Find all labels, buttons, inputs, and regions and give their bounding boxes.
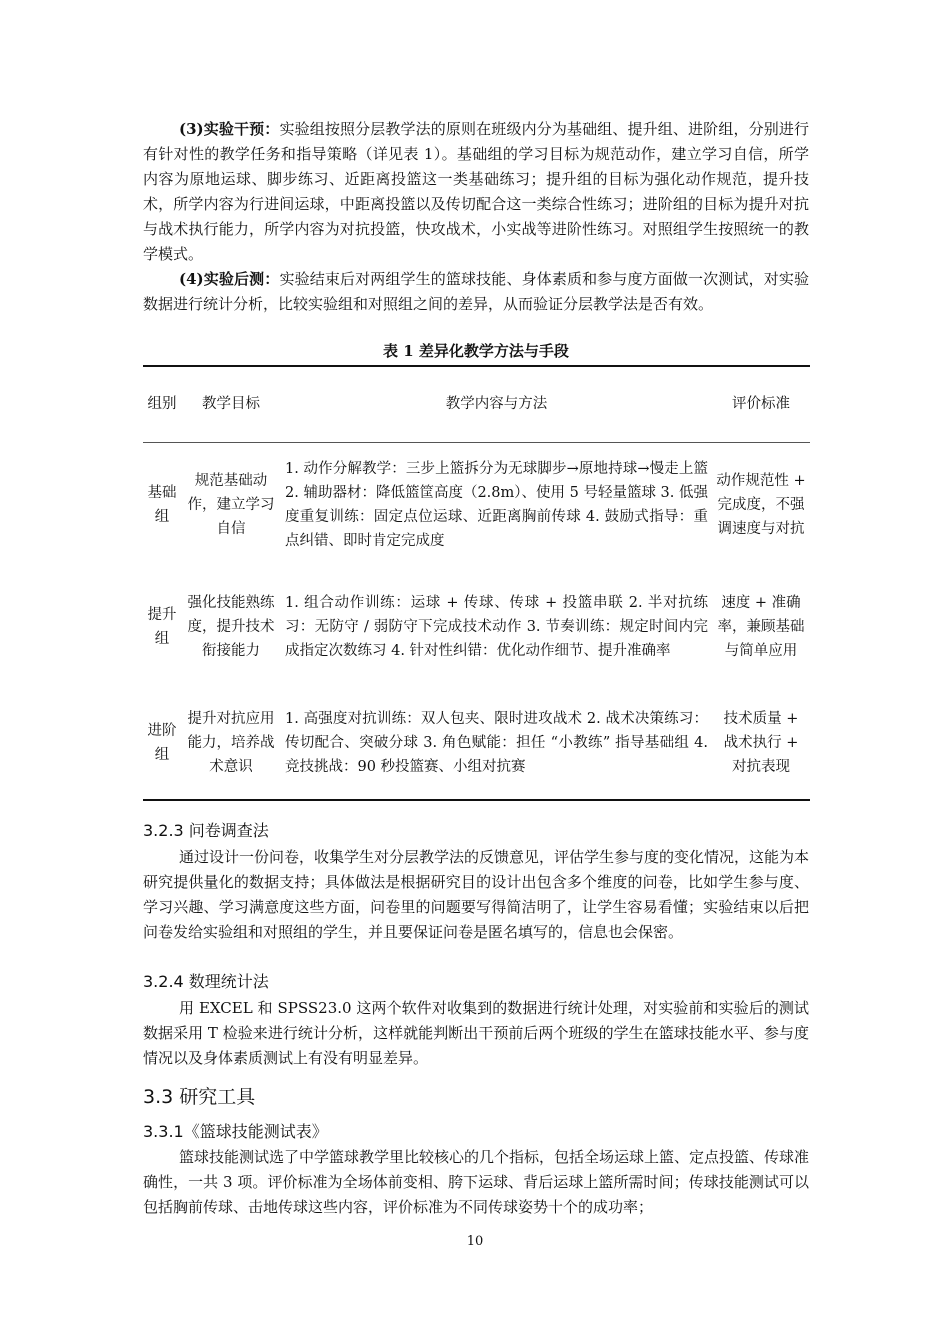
questionnaire-paragraph: 通过设计一份问卷，收集学生对分层教学法的反馈意见，评估学生参与度的变化情况，这能为本研究提供量化的数据支持；具体做法是根据研究目的设计出包含多个维度的问卷，比如学生参与度、学习兴趣、学习满意度这些方面，问卷里的问题要写得简洁明了，让学生容易看懂；实验结束以后把问卷发给实验组和对照组的学生，并且要保证问卷是匿名填写的，信息也会保密。 [143, 848, 810, 941]
table-header-row [143, 366, 810, 442]
header-group: 组别 [147, 396, 177, 413]
heading-3-2-4: 3.2.4 数理统计法 [143, 972, 269, 991]
teaching-methods-table [143, 365, 810, 801]
table-row-advanced [143, 686, 810, 800]
row-content-cell: 1. 高强度对抗训练：双人包夹、限时进攻战术 2. 战术决策练习：传切配合、突破分球 3. 角色赋能：担任 “小教练” 指导基础组 4. 竞技挑战：90 秒投篮赛、小组对抗赛 [285, 710, 708, 775]
skill-test-paragraph: 篮球技能测试选了中学篮球教学里比较核心的几个指标，包括全场运球上篮、定点投篮、传球准确性，一共 3 项。评价标准为全场体前变相、胯下运球、背后运球上篮所需时间；传球技能测试可以包括胸前传球、击地传球这些内容，评价标准为不同传球姿势十个的成功率； [143, 1148, 810, 1216]
intervention-text: 实验组按照分层教学法的原则在班级内分为基础组、提升组、进阶组，分别进行有针对性的教学任务和指导策略（详见表 1）。基础组的学习目标为规范动作，建立学习自信，所学内容为原地运球、脚步练习、近距离投篮这一类基础练习；提升组的目标为强化动作规范，提升技术，所学内容为行进间运球，中距离投篮以及传切配合这一类综合性练习；进阶组的目标为提升对抗与战术执行能力，所学内容为对抗投篮，快攻战术，小实战等进阶性练习。对照组学生按照统一的教学模式。 [143, 120, 809, 263]
row-eval-cell: 动作规范性 + 完成度，不强调速度与对抗 [716, 473, 806, 538]
row-group-cell: 提升组 [147, 607, 177, 647]
row-goal-cell: 规范基础动作，建立学习自信 [187, 473, 275, 538]
row-eval-cell: 速度 + 准确率，兼顾基础与简单应用 [717, 595, 805, 659]
row-content-cell: 1. 动作分解教学：三步上篮拆分为无球脚步→原地持球→慢走上篮 2. 辅助器材：降低篮筐高度（2.8m）、使用 5 号轻量篮球 3. 低强度重复训练：固定点位运球、近距离胸前传球 4. 鼓励式指导：重点纠错、即时肯定完成度 [285, 461, 708, 550]
intervention-label: (3)实验干预： [179, 120, 280, 138]
row-goal-cell: 强化技能熟练度，提升技术衔接能力 [187, 595, 275, 659]
experiment-posttest-paragraph [143, 267, 809, 317]
experiment-intervention-paragraph [143, 117, 809, 267]
table-row-basic [143, 442, 810, 568]
heading-3-3-1: 3.3.1《篮球技能测试表》 [143, 1122, 328, 1141]
table-caption: 表 1 差异化教学方法与手段 [383, 342, 569, 360]
row-group-cell: 基础组 [147, 485, 177, 526]
header-content: 教学内容与方法 [445, 396, 548, 413]
page-number: 10 [466, 1234, 484, 1249]
row-content-cell: 1. 组合动作训练：运球 + 传球、传球 + 投篮串联 2. 半对抗练习：无防守 / 弱防守下完成技术动作 3. 节奏训练：规定时间内完成指定次数练习 4. 针对性纠错：优化动作细节、提升准确率 [285, 595, 708, 659]
heading-3-2-3: 3.2.3 问卷调查法 [143, 821, 269, 840]
header-goal: 教学目标 [202, 396, 260, 413]
header-eval: 评价标准 [732, 396, 790, 413]
row-group-cell: 进阶组 [147, 722, 177, 763]
table-row-improve [143, 568, 810, 686]
posttest-label: (4)实验后测： [179, 270, 280, 288]
statistics-paragraph: 用 EXCEL 和 SPSS23.0 这两个软件对收集到的数据进行统计处理，对实验前和实验后的测试数据采用 T 检验来进行统计分析，这样就能判断出干预前后两个班级的学生在篮球技能水平、参与度情况以及身体素质测试上有没有明显差异。 [143, 999, 809, 1067]
heading-3-3: 3.3 研究工具 [143, 1086, 256, 1108]
row-eval-cell: 技术质量 + 战术执行 + 对抗表现 [723, 710, 799, 775]
posttest-text: 实验结束后对两组学生的篮球技能、身体素质和参与度方面做一次测试，对实验数据进行统计分析，比较实验组和对照组之间的差异，从而验证分层教学法是否有效。 [143, 270, 809, 313]
row-goal-cell: 提升对抗应用能力，培养战术意识 [187, 710, 275, 775]
